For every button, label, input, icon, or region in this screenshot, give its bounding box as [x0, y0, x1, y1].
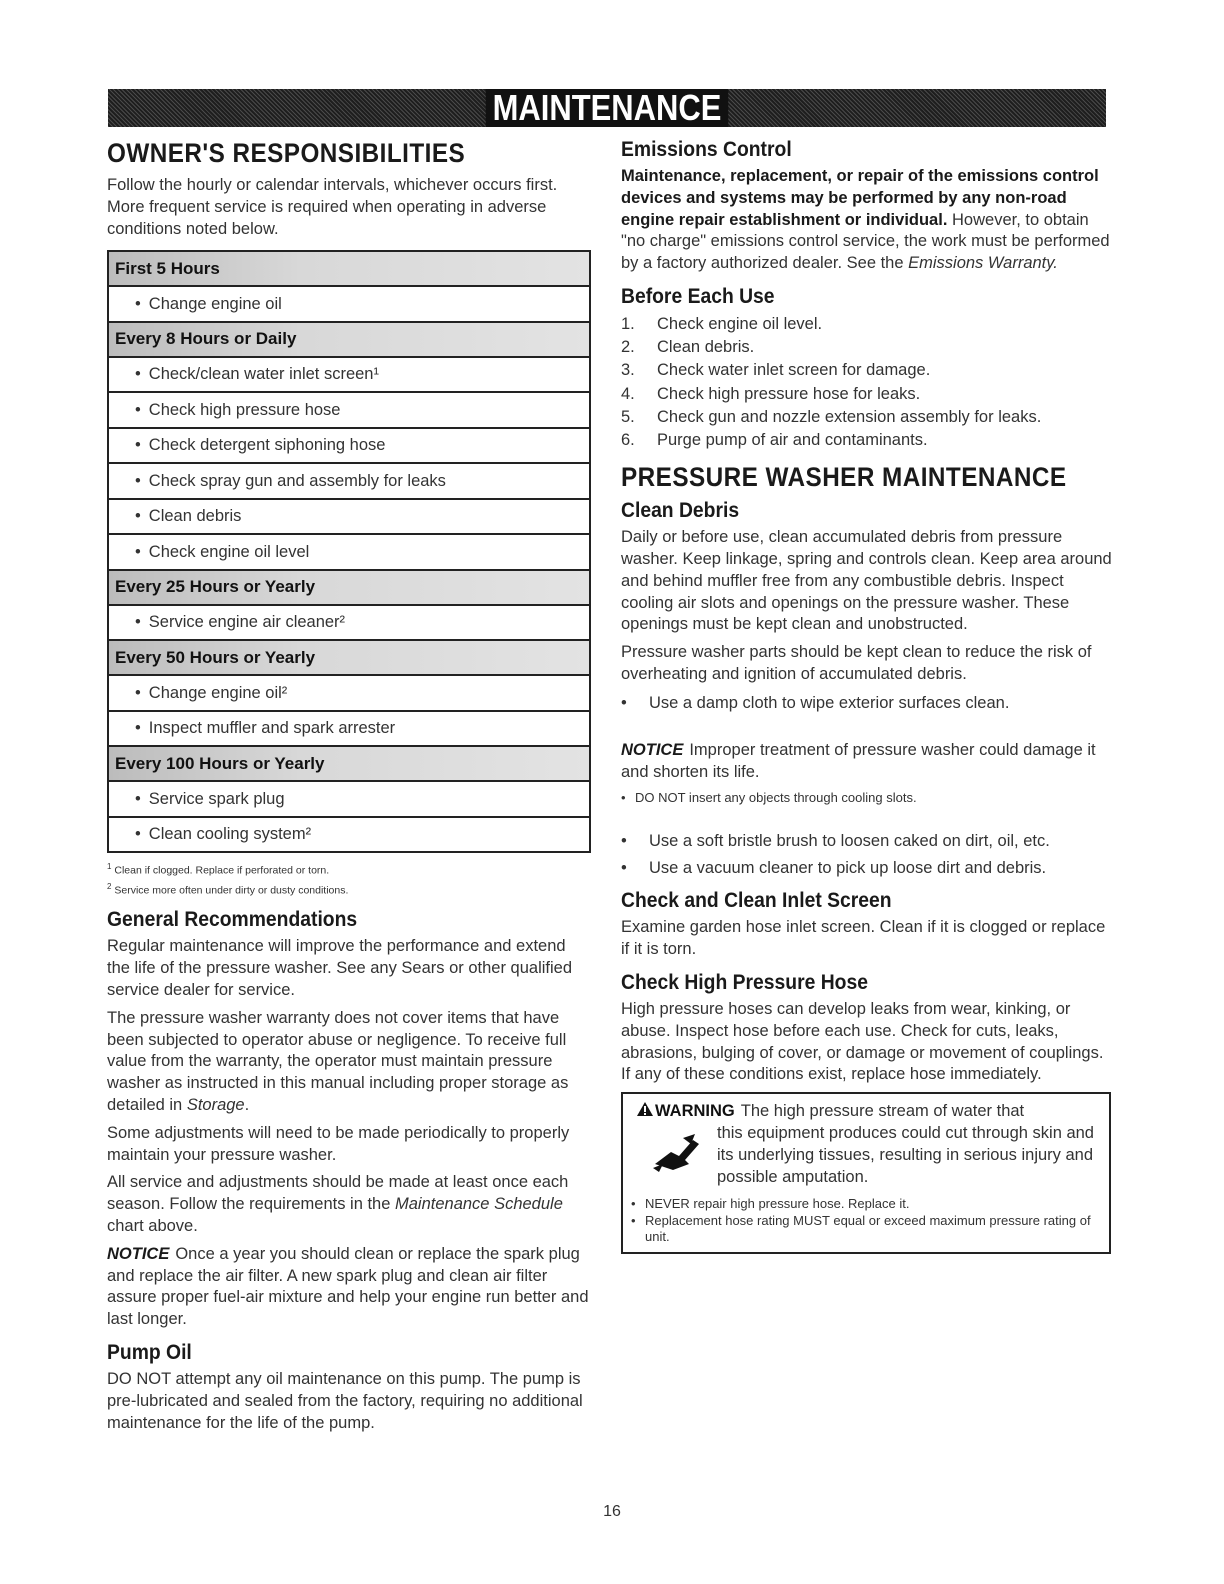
list-item: • DO NOT insert any objects through cooling slots.	[621, 790, 917, 806]
schedule-task: Service engine air cleaner²	[148, 613, 346, 632]
warning-text: this equipment produces could cut through skin and its underlying tissues, resulting in serious injury and possible amputation.	[717, 1124, 1094, 1187]
table-row: • Check engine oil level	[109, 535, 589, 571]
schedule-task: Check detergent siphoning hose	[148, 436, 386, 455]
table-row: • Clean cooling system²	[135, 825, 312, 844]
before-each-use-title: Before Each Use	[621, 284, 775, 308]
injection-hazard-icon	[631, 1100, 717, 1192]
schedule-task: Inspect muffler and spark arrester	[148, 719, 396, 738]
general-p2: The pressure washer warranty does not cover items that have been subjected to operator abuse or negligence. To receive full value from the warranty, the operator must maintain pressure washer as instructed in this manual including proper storage as detailed in Storage.	[107, 1008, 569, 1114]
footnote-2: $^2$ Service more often under dirty or dusty conditions.	[107, 881, 349, 897]
owners-title: OWNER'S RESPONSIBILITIES	[107, 138, 466, 168]
warning-triangle-icon	[631, 1100, 711, 1186]
notice-label: NOTICE	[621, 740, 684, 759]
clean-debris-p1: Daily or before use, clean accumulated debris from pressure washer. Keep linkage, spring and controls clean. Keep area around and behind muffler free from any combustible debris. Inspect cooling air slots and openings on the pressure washer. These openings must be kept clean and unobstructed.	[621, 528, 1112, 634]
list-item: • Use a soft bristle brush to loosen caked on dirt, oil, etc.	[621, 832, 1050, 851]
footnote-1: $^1$ Clean if clogged. Replace if perforated or torn.	[107, 862, 330, 877]
list-item: 3. Check water inlet screen for damage.	[621, 361, 931, 380]
general-p1: Regular maintenance will improve the performance and extend the life of the pressure washer. See any Sears or other qualified service dealer for service.	[107, 937, 573, 999]
table-row: • Check spray gun and assembly for leaks	[109, 464, 589, 500]
general-p3: Some adjustments will need to be made periodically to properly maintain your pressure washer.	[107, 1123, 570, 1164]
schedule-task: Service spark plug	[148, 789, 285, 808]
schedule-interval-header: First 5 Hours	[109, 252, 589, 287]
notice-bullets	[621, 789, 1113, 806]
table-row: • Check high pressure hose	[109, 393, 589, 429]
list-item: 6. Purge pump of air and contaminants.	[621, 431, 928, 449]
schedule-interval-header: Every 8 Hours or Daily	[109, 323, 589, 358]
warning-label: WARNING	[655, 1102, 735, 1121]
high-pressure-hose-text: High pressure hoses can develop leaks from wear, kinking, or abuse. Inspect hose before each use. Check for cuts, leaks, abrasions, bulging of cover, or damage or movement of couplings. If any of these conditions exist, replace hose immediately.	[621, 999, 1104, 1084]
pump-oil-text: DO NOT attempt any oil maintenance on this pump. The pump is pre-lubricated and sealed from the factory, requiring no additional maintenance for the life of the pump.	[107, 1369, 583, 1432]
list-item: • NEVER repair high pressure hose. Replace it.	[631, 1196, 910, 1212]
owners-intro: Follow the hourly or calendar intervals, whichever occurs first. More frequent service is required when operating in adverse conditions noted below.	[107, 176, 558, 238]
list-item: • Replacement hose rating MUST equal or exceed maximum pressure rating of unit.	[631, 1212, 1091, 1245]
schedule-task: Clean cooling system²	[148, 825, 312, 844]
list-item: • Use a vacuum cleaner to pick up loose dirt and debris.	[621, 859, 1047, 878]
schedule-interval-header: Every 100 Hours or Yearly	[109, 747, 589, 782]
table-row: • Inspect muffler and spark arrester	[109, 712, 589, 748]
right-column	[621, 138, 1113, 1254]
pump-oil-title: Pump Oil	[107, 1340, 192, 1364]
maintenance-schedule-table	[107, 250, 591, 853]
before-each-use-list	[621, 313, 1113, 452]
notice-treatment: NOTICE Improper treatment of pressure washer could damage it and shorten its life.	[621, 740, 1096, 781]
list-item: 1. Check engine oil level.	[621, 314, 823, 333]
schedule-task: Clean debris	[148, 507, 242, 526]
table-row: • Clean debris	[109, 500, 589, 536]
clean-debris-bullets-2	[621, 830, 1113, 879]
table-row: • Check/clean water inlet screen¹	[109, 358, 589, 394]
table-row: • Service spark plug	[109, 782, 589, 818]
clean-debris-bullets-1	[621, 692, 1113, 714]
notice-maintenance: NOTICE Once a year you should clean or replace the spark plug and replace the air filter. A new spark plug and clean air filter assure proper fuel-air mixture and help your engine run better and last longer.	[107, 1244, 589, 1329]
list-item: 2. Clean debris.	[621, 338, 755, 357]
emissions-text: Maintenance, replacement, or repair of the emissions control devices and systems may be performed by any non-road engine repair establishment or individual. However, to obtain "no charge" emissions control service, the work must be performed by a factory authorized dealer. See the Emissions Warranty.	[621, 167, 1110, 273]
warning-bullets	[631, 1196, 1101, 1246]
schedule-interval-header: Every 25 Hours or Yearly	[109, 571, 589, 606]
clean-debris-title: Clean Debris	[621, 499, 740, 523]
schedule-task: Change engine oil	[148, 294, 282, 313]
footnotes	[107, 859, 591, 898]
notice-label: NOTICE	[107, 1244, 170, 1263]
pressure-washer-maintenance-title: PRESSURE WASHER MAINTENANCE	[621, 462, 1067, 493]
schedule-task: Check engine oil level	[148, 542, 310, 561]
schedule-task: Change engine oil²	[148, 683, 288, 702]
list-item: 5. Check gun and nozzle extension assembly for leaks.	[621, 407, 1042, 426]
schedule-task: Check spray gun and assembly for leaks	[148, 471, 446, 490]
inlet-screen-text: Examine garden hose inlet screen. Clean if it is clogged or replace if it is torn.	[621, 918, 1106, 959]
general-p4: All service and adjustments should be made at least once each season. Follow the requirements in the Maintenance Schedule chart above.	[107, 1173, 569, 1235]
list-item: 4. Check high pressure hose for leaks.	[621, 384, 921, 403]
table-row: • Service engine air cleaner²	[109, 606, 589, 642]
warning-box	[621, 1092, 1111, 1254]
banner-title: MAINTENANCE	[486, 89, 729, 127]
table-row: • Change engine oil	[109, 287, 589, 323]
page-number: 16	[603, 1503, 621, 1520]
section-banner	[108, 89, 1106, 127]
schedule-task: Check/clean water inlet screen¹	[148, 365, 379, 384]
general-title: General Recommendations	[107, 908, 358, 932]
schedule-task: Check high pressure hose	[148, 400, 341, 419]
emissions-title: Emissions Control	[621, 138, 792, 161]
high-pressure-hose-title: Check High Pressure Hose	[621, 970, 868, 994]
list-item: • Use a damp cloth to wipe exterior surfaces clean.	[621, 693, 1010, 712]
left-column	[107, 138, 591, 1440]
table-row: • Change engine oil²	[109, 676, 589, 712]
warning-line-1: WARNING The high pressure stream of water that	[655, 1102, 1025, 1121]
clean-debris-p2: Pressure washer parts should be kept clean to reduce the risk of overheating and ignition of accumulated debris.	[621, 643, 1092, 683]
table-row: • Check detergent siphoning hose	[109, 429, 589, 465]
inlet-screen-title: Check and Clean Inlet Screen	[621, 889, 892, 913]
schedule-interval-header: Every 50 Hours or Yearly	[109, 641, 589, 676]
